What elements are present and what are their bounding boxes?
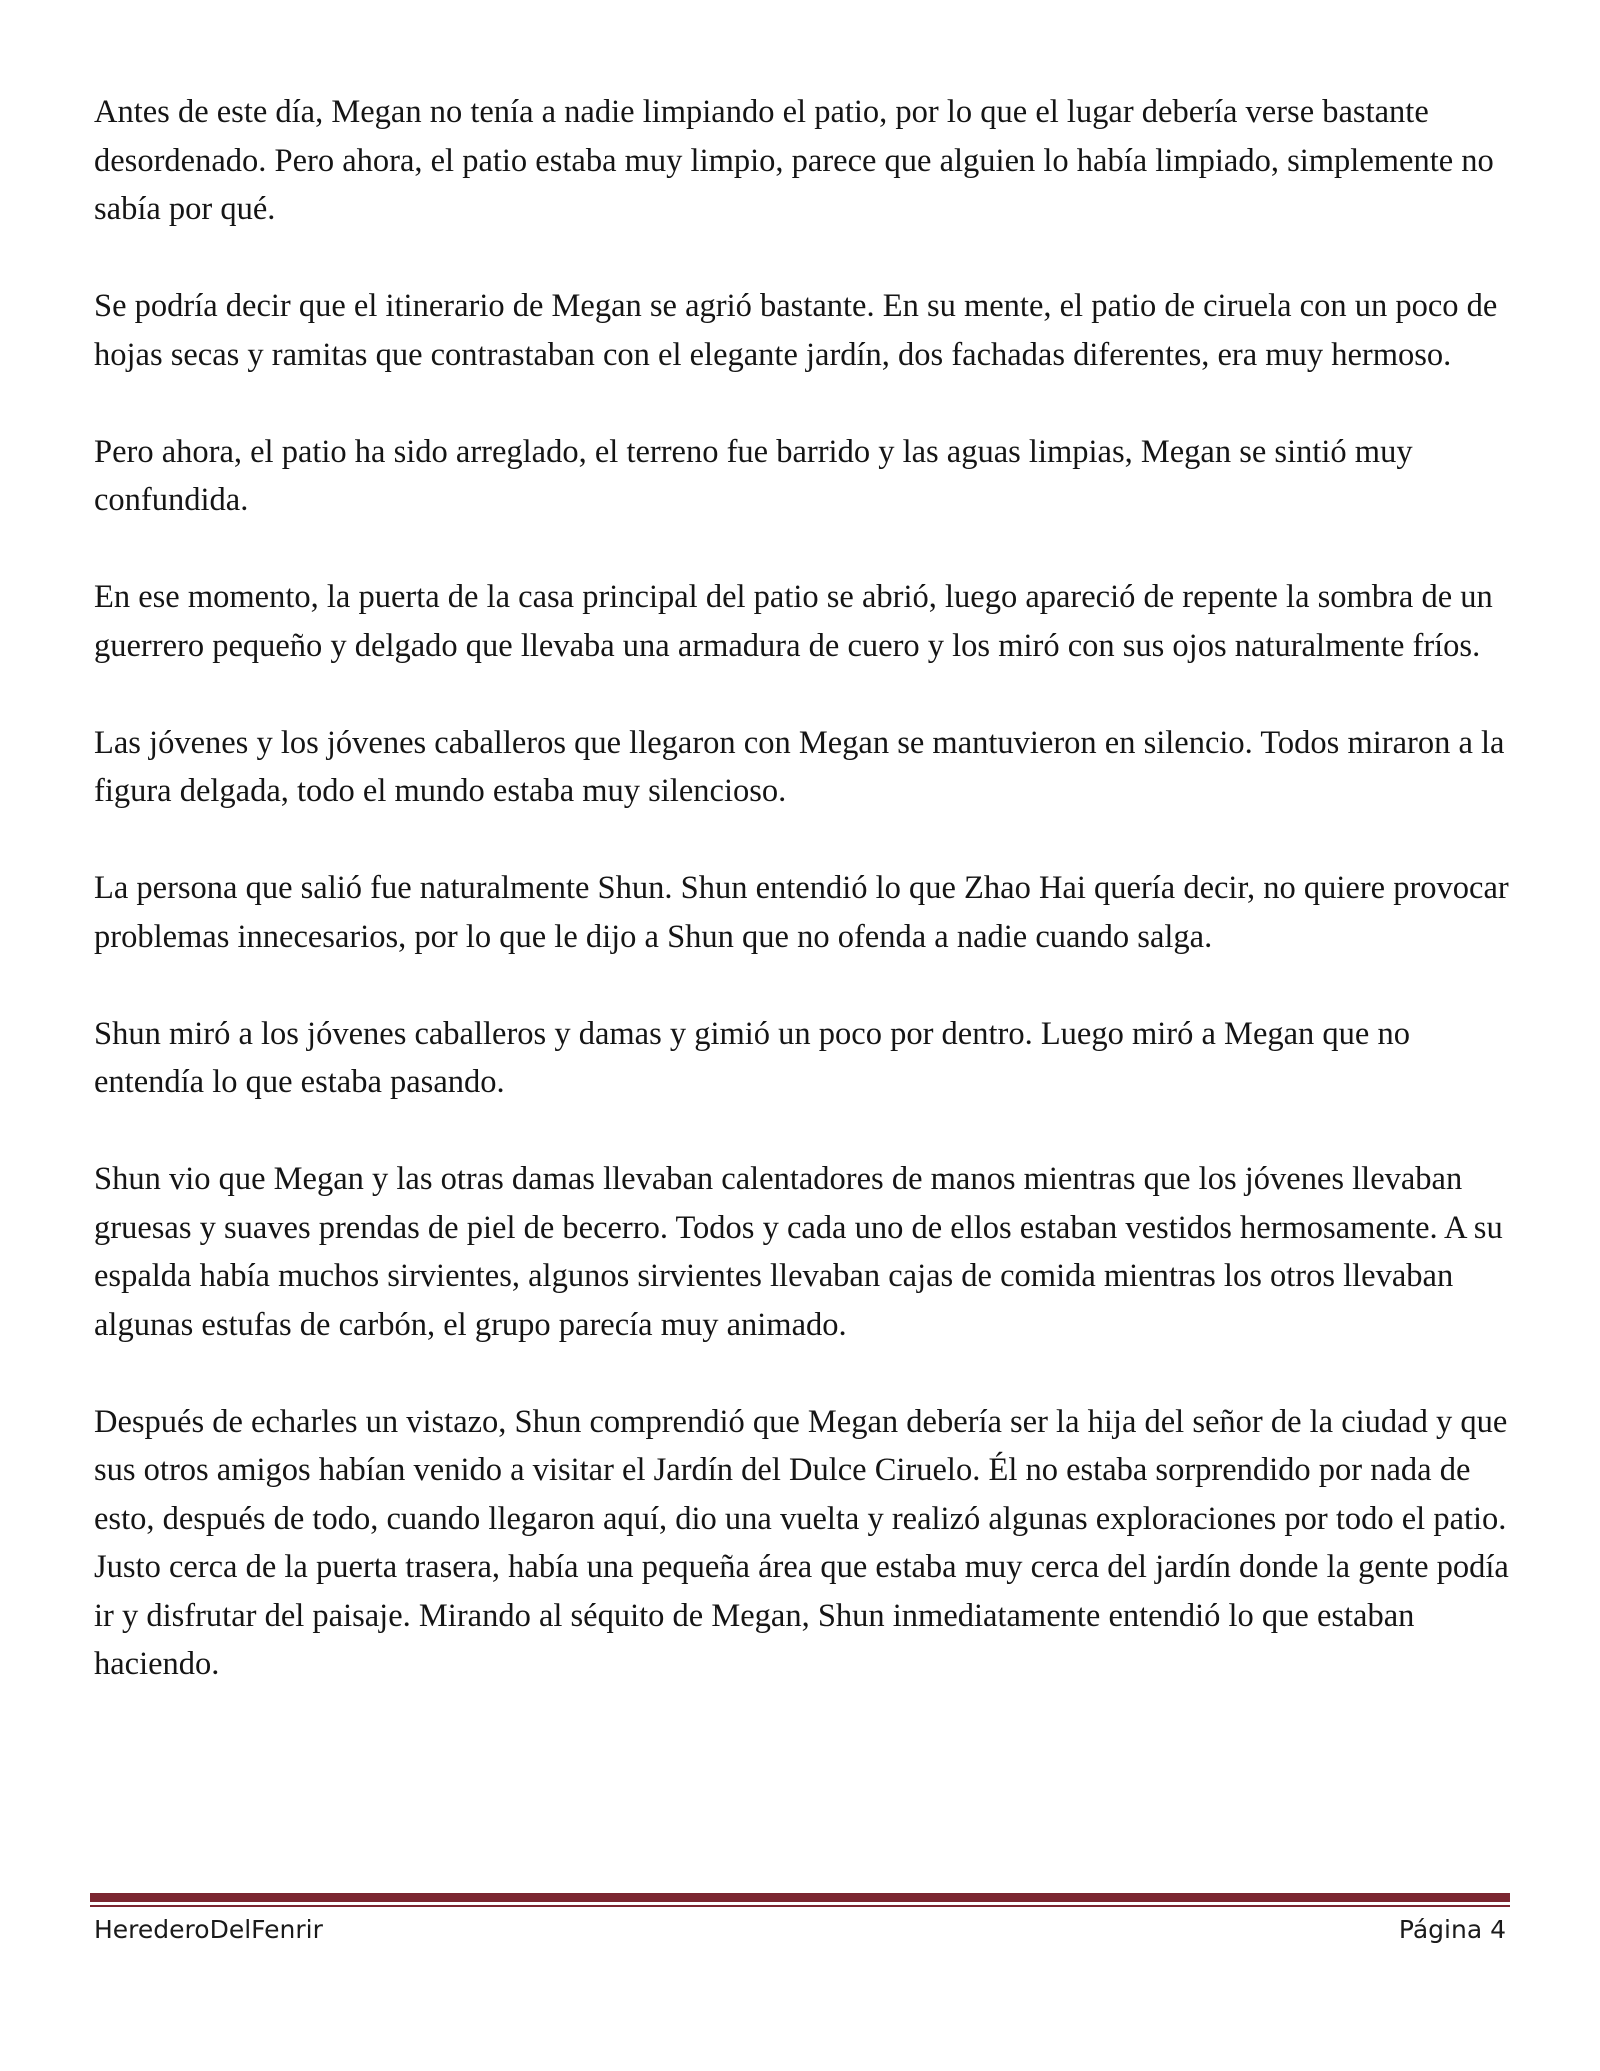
footer-author: HerederoDelFenrir: [94, 1915, 323, 1944]
paragraph-9: Después de echarles un vistazo, Shun comprendió que Megan debería ser la hija del señor de la ciudad y que sus otros amigos habían venido a visitar el Jardín del Dulce Ciruelo. Él no estaba sorprendido por nada de esto, después de todo, cuando llegaron aquí, dio una vuelta y realizó algunas exploraciones por todo el patio. Justo cerca de la puerta trasera, había una pequeña área que estaba muy cerca del jardín donde la gente podía ir y disfrutar del paisaje. Mirando al séquito de Megan, Shun inmediatamente entendió lo que estaban haciendo.: [94, 1403, 1509, 1682]
paragraph-6: La persona que salió fue naturalmente Shun. Shun entendió lo que Zhao Hai quería decir, no quiere provocar problemas innecesarios, por lo que le dijo a Shun que no ofenda a nadie cuando salga.: [94, 870, 1509, 955]
paragraph-8: Shun vio que Megan y las otras damas llevaban calentadores de manos mientras que los jóvenes llevaban gruesas y suaves prendas de piel de becerro. Todos y cada uno de ellos estaban vestidos hermosamente. A su espalda había muchos sirvientes, algunos sirvientes llevaban cajas de comida mientras los otros llevaban algunas estufas de carbón, el grupo parecía muy animado.: [94, 1161, 1503, 1343]
footer-page-number: Página 4: [1398, 1915, 1506, 1944]
paragraph-3: Pero ahora, el patio ha sido arreglado, el terreno fue barrido y las aguas limpias, Megan se sintió muy confundida.: [94, 433, 1413, 518]
paragraph-7: Shun miró a los jóvenes caballeros y damas y gimió un poco por dentro. Luego miró a Megan que no entendía lo que estaba pasando.: [94, 1015, 1410, 1100]
paragraph-5: Las jóvenes y los jóvenes caballeros que llegaron con Megan se mantuvieron en silencio. Todos miraron a la figura delgada, todo el mundo estaba muy silencioso.: [94, 724, 1505, 809]
body-text: [94, 88, 1514, 1737]
footer-divider-thin: [90, 1905, 1510, 1907]
paragraph-1: Antes de este día, Megan no tenía a nadie limpiando el patio, por lo que el lugar debería verse bastante desordenado. Pero ahora, el patio estaba muy limpio, parece que alguien lo había limpiado, simplemente no sabía por qué.: [94, 94, 1494, 227]
footer-divider: [90, 1893, 1510, 1902]
paragraph-2: Se podría decir que el itinerario de Megan se agrió bastante. En su mente, el patio de ciruela con un poco de hojas secas y ramitas que contrastaban con el elegante jardín, dos fachadas diferentes, era muy hermoso.: [94, 288, 1498, 373]
paragraph-4: En ese momento, la puerta de la casa principal del patio se abrió, luego apareció de repente la sombra de un guerrero pequeño y delgado que llevaba una armadura de cuero y los miró con sus ojos naturalmente fríos.: [94, 579, 1493, 664]
